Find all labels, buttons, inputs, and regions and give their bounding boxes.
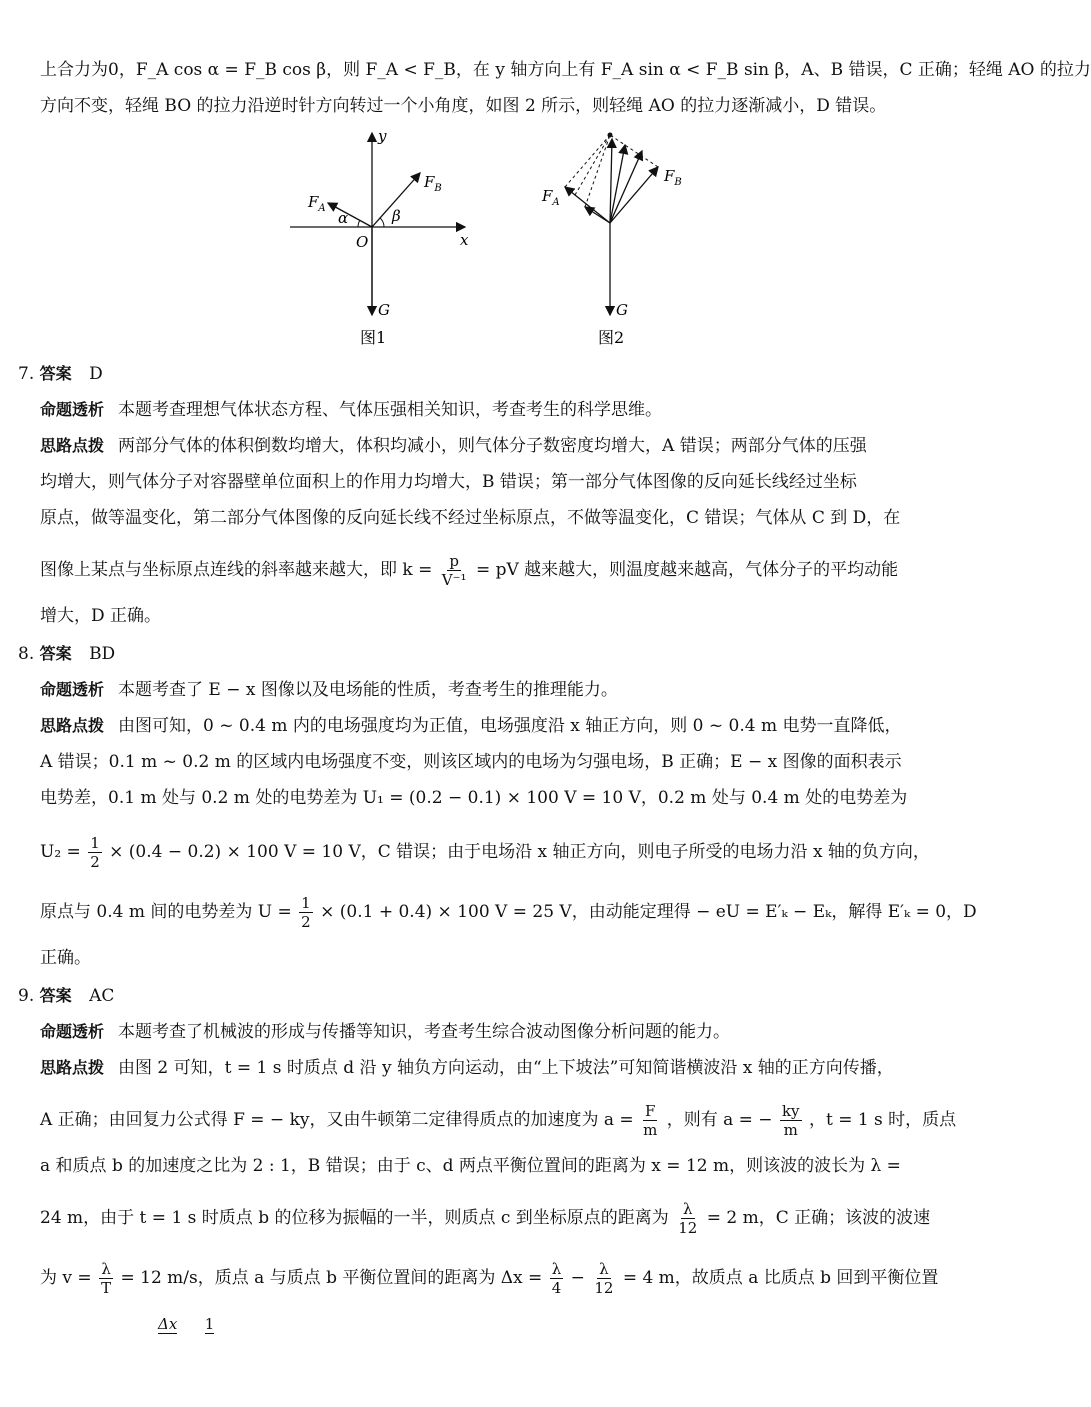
q9-intent: 本题考查了机械波的形成与传播等知识，考查考生综合波动图像分析问题的能力。 — [118, 1022, 731, 1042]
q9-frac2-num: ky — [781, 1102, 800, 1120]
q9-partial-num-1: Δx — [158, 1315, 178, 1333]
q9-frac4-num: λ — [101, 1260, 111, 1278]
q9-answer: AC — [89, 986, 115, 1006]
q8-frac2-den: 2 — [301, 913, 311, 931]
q7-frac-num: p — [449, 552, 459, 570]
fig2-fb-label: $F_B$ — [664, 167, 682, 188]
fig2-g-label: G — [616, 301, 628, 319]
q8-line-4a: U₂ = — [40, 842, 81, 862]
q7-intent-row — [40, 398, 662, 422]
q8-line-4b: × (0.4 − 0.2) × 100 V = 10 V，C 错误；由于电场沿 x 轴正方向，则电子所受的电场力沿 x 轴的负方向， — [109, 842, 930, 862]
q9-fraction-5 — [550, 1260, 564, 1297]
q9-frac1-num: F — [644, 1102, 656, 1120]
q7-line-4a: 图像上某点与坐标原点连线的斜率越来越大，即 k = — [40, 560, 433, 580]
q7-answer-label: 答案 — [39, 364, 72, 383]
q9-line-4b: = 2 m，C 正确；该波的波速 — [706, 1208, 931, 1228]
figure-1 — [290, 127, 469, 319]
q8-line-6: 正确。 — [40, 948, 91, 968]
q9-line-2b: ，则有 a = − — [666, 1110, 773, 1130]
q9-line-5 — [40, 1260, 938, 1297]
q8-fraction-1 — [88, 834, 102, 871]
q8-fraction-2 — [299, 894, 313, 931]
q8-idea-row — [40, 714, 901, 738]
fig1-y-label: y — [378, 127, 387, 145]
q8-line-3: 电势差，0.1 m 处与 0.2 m 处的电势差为 U₁ = (0.2 − 0.1) × 100 V = 10 V，0.2 m 处与 0.4 m 处的电势差为 — [40, 788, 908, 808]
intro-line-2: 方向不变，轻绳 BO 的拉力沿逆时针方向转过一个小角度，如图 2 所示，则轻绳 AO 的拉力逐渐减小，D 错误。 — [40, 96, 887, 116]
q7-answer-row — [18, 362, 103, 386]
q9-frac3-num: λ — [683, 1200, 693, 1218]
q8-number: 8. — [18, 644, 35, 664]
q8-frac1-den: 2 — [90, 853, 100, 871]
q7-answer: D — [89, 364, 103, 384]
fig1-x-label: x — [460, 231, 469, 249]
q8-idea-label: 思路点拨 — [40, 716, 105, 735]
q7-idea-row — [40, 434, 867, 458]
fig1-alpha-label: α — [338, 209, 349, 227]
q8-answer-row — [18, 642, 115, 666]
fig1-caption: 图1 — [360, 328, 387, 347]
q9-frac5-den: 4 — [551, 1279, 562, 1297]
q9-line-5a: 为 v = — [40, 1268, 92, 1288]
q7-idea-label: 思路点拨 — [40, 436, 105, 455]
q8-line-5a: 原点与 0.4 m 间的电势差为 U = — [40, 902, 292, 922]
intro-line-1: 上合力为0，F_A cos α = F_B cos β，则 F_A < F_B，在 y 轴方向上有 F_A sin α < F_B sin β，A、B 错误，C 正确；轻绳 AO 的拉力 — [40, 60, 1091, 80]
q9-fraction-2 — [780, 1102, 802, 1139]
q9-line-6 — [158, 1312, 214, 1336]
q9-line-2c: ，t = 1 s 时，质点 — [808, 1110, 957, 1130]
q7-line-3: 原点，做等温变化，第二部分气体图像的反向延长线不经过坐标原点，不做等温变化，C 错误；气体从 C 到 D，在 — [40, 508, 901, 528]
q9-number: 9. — [18, 986, 35, 1006]
q8-line-2: A 错误；0.1 m ~ 0.2 m 的区域内电场强度不变，则该区域内的电场为匀强电场，B 正确；E − x 图像的面积表示 — [40, 752, 902, 772]
q9-frac4-den: T — [101, 1279, 112, 1297]
q9-line-5c: − — [570, 1268, 585, 1288]
q9-fraction-4 — [99, 1260, 113, 1297]
q9-frac2-den: m — [783, 1121, 798, 1139]
fig1-fb-label: $F_B$ — [424, 173, 442, 194]
q8-intent-row — [40, 678, 618, 702]
q7-line-2: 均增大，则气体分子对容器壁单位面积上的作用力均增大，B 错误；第一部分气体图像的反向延长线经过坐标 — [40, 472, 857, 492]
q8-frac2-num: 1 — [301, 894, 311, 912]
q9-line-4a: 24 m，由于 t = 1 s 时质点 b 的位移为振幅的一半，则质点 c 到坐标原点的距离为 — [40, 1208, 669, 1228]
q9-fraction-1 — [641, 1102, 659, 1139]
q7-fraction — [440, 552, 469, 589]
q7-number: 7. — [18, 364, 35, 384]
q8-line-5 — [40, 894, 977, 931]
q8-answer-label: 答案 — [39, 644, 72, 663]
fig1-fa-label: $F_A$ — [308, 193, 326, 214]
q8-line-4 — [40, 834, 930, 871]
q9-partial-num-2: 1 — [204, 1315, 215, 1333]
q8-intent-label: 命题透析 — [40, 680, 105, 699]
q9-frac3-den: 12 — [678, 1219, 698, 1237]
figure-2 — [541, 133, 682, 320]
q7-line-4 — [40, 552, 898, 589]
force-figures — [280, 125, 700, 350]
q9-fraction-6 — [592, 1260, 615, 1297]
fig1-beta-label: β — [392, 207, 401, 225]
q9-idea-row — [40, 1056, 894, 1080]
q9-fraction-3 — [676, 1200, 699, 1237]
q9-line-1: 由图 2 可知，t = 1 s 时质点 d 沿 y 轴负方向运动，由“上下坡法”可知简谐横波沿 x 轴的正方向传播， — [118, 1058, 894, 1078]
q8-answer: BD — [89, 644, 116, 664]
q9-frac1-den: m — [643, 1121, 658, 1139]
q8-intent: 本题考查了 E − x 图像以及电场能的性质，考查考生的推理能力。 — [118, 680, 618, 700]
q9-line-5d: = 4 m，故质点 a 比质点 b 回到平衡位置 — [622, 1268, 939, 1288]
q9-intent-row — [40, 1020, 730, 1044]
fig1-g-label: G — [378, 301, 390, 319]
q9-idea-label: 思路点拨 — [40, 1058, 105, 1077]
q9-line-2 — [40, 1102, 956, 1139]
q8-line-5b: × (0.1 + 0.4) × 100 V = 25 V，由动能定理得 − eU = E′ₖ − Eₖ，解得 E′ₖ = 0，D — [320, 902, 977, 922]
q9-frac5-num: λ — [551, 1260, 562, 1278]
fig2-fa-label: $F_A$ — [542, 187, 560, 208]
q7-line-4b: = pV 越来越大，则温度越来越高，气体分子的平均动能 — [475, 560, 899, 580]
q7-frac-den: V⁻¹ — [441, 571, 467, 589]
q9-line-5b: = 12 m/s，质点 a 与质点 b 平衡位置间的距离为 Δx = — [120, 1268, 543, 1288]
fig2-caption: 图2 — [598, 328, 625, 347]
q9-line-2a: A 正确；由回复力公式得 F = − ky，又由牛顿第二定律得质点的加速度为 a = — [40, 1110, 634, 1130]
q9-intent-label: 命题透析 — [40, 1022, 105, 1041]
q9-line-4 — [40, 1200, 930, 1237]
q7-line-5: 增大，D 正确。 — [40, 606, 162, 626]
q9-line-3: a 和质点 b 的加速度之比为 2 : 1，B 错误；由于 c、d 两点平衡位置间的距离为 x = 12 m，则该波的波长为 λ = — [40, 1156, 901, 1176]
q7-intent: 本题考查理想气体状态方程、气体压强相关知识，考查考生的科学思维。 — [118, 400, 663, 420]
q9-frac6-num: λ — [599, 1260, 609, 1278]
q9-frac6-den: 12 — [594, 1279, 614, 1297]
q9-answer-row — [18, 984, 114, 1008]
q9-answer-label: 答案 — [39, 986, 72, 1005]
q7-line-1: 两部分气体的体积倒数均增大，体积均减小，则气体分子数密度均增大，A 错误；两部分气体的压强 — [118, 436, 867, 456]
q8-frac1-num: 1 — [90, 834, 100, 852]
q8-line-1: 由图可知，0 ~ 0.4 m 内的电场强度均为正值，电场强度沿 x 轴正方向，则 0 ~ 0.4 m 电势一直降低， — [118, 716, 902, 736]
fig1-origin-label: O — [356, 233, 369, 251]
q7-intent-label: 命题透析 — [40, 400, 105, 419]
